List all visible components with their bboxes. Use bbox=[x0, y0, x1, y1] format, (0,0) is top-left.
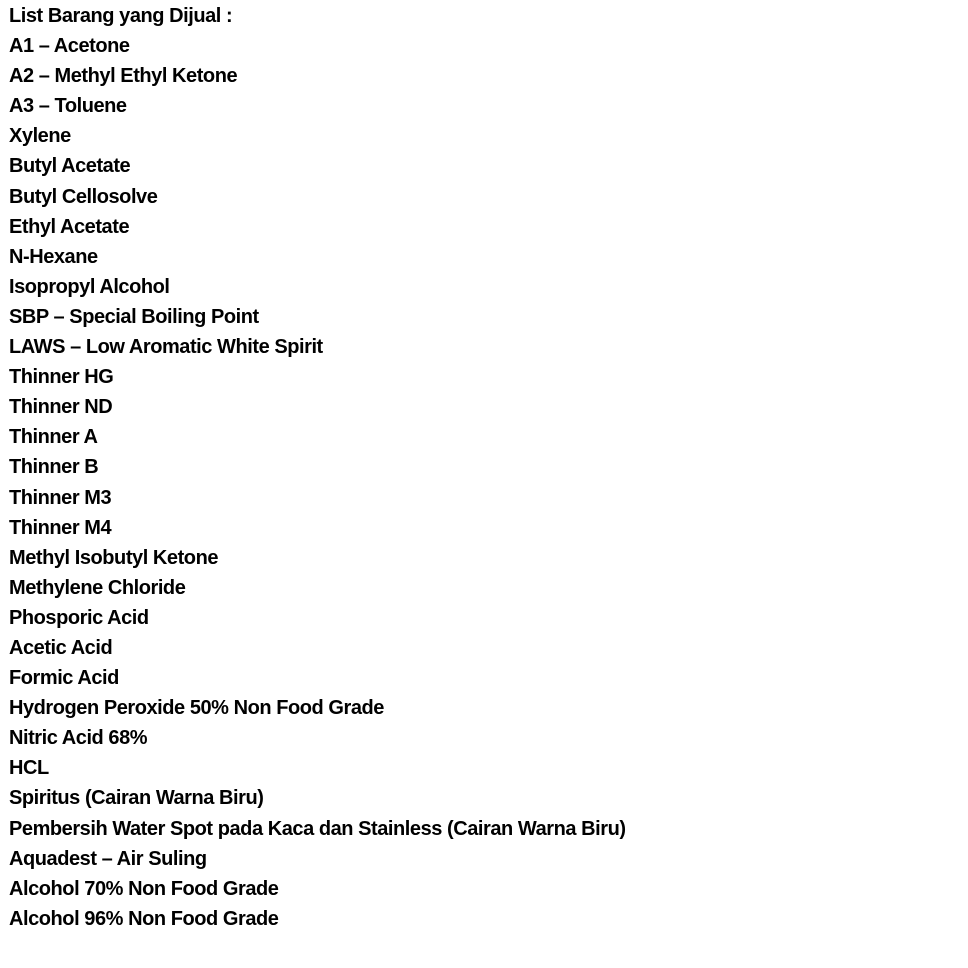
list-item: SBP – Special Boiling Point bbox=[9, 305, 259, 328]
list-item: A1 – Acetone bbox=[9, 35, 130, 58]
list-item: Spiritus (Cairan Warna Biru) bbox=[9, 787, 264, 810]
list-item: Phosporic Acid bbox=[9, 606, 149, 629]
list-item: Isopropyl Alcohol bbox=[9, 275, 170, 298]
list-item: Thinner A bbox=[9, 426, 98, 449]
list-item: Pembersih Water Spot pada Kaca dan Stainless (Cairan Warna Biru) bbox=[9, 817, 626, 840]
list-item: Butyl Cellosolve bbox=[9, 185, 158, 208]
list-item: Methylene Chloride bbox=[9, 576, 186, 599]
list-item: Thinner M3 bbox=[9, 486, 112, 509]
list-title: List Barang yang Dijual : bbox=[9, 5, 233, 27]
list-item: A3 – Toluene bbox=[9, 95, 127, 118]
list-item: Aquadest – Air Suling bbox=[9, 847, 207, 870]
list-item: Hydrogen Peroxide 50% Non Food Grade bbox=[9, 697, 384, 720]
list-item: Thinner M4 bbox=[9, 516, 112, 539]
list-item: Xylene bbox=[9, 125, 71, 148]
list-item: Formic Acid bbox=[9, 667, 119, 690]
list-item: N-Hexane bbox=[9, 245, 98, 268]
list-item: Nitric Acid 68% bbox=[9, 727, 148, 750]
list-item: Alcohol 96% Non Food Grade bbox=[9, 907, 279, 930]
list-item: Thinner B bbox=[9, 456, 99, 479]
list-item: HCL bbox=[9, 757, 49, 780]
list-item: Acetic Acid bbox=[9, 636, 113, 659]
list-item: A2 – Methyl Ethyl Ketone bbox=[9, 65, 238, 88]
list-item: Ethyl Acetate bbox=[9, 215, 130, 238]
list-item: LAWS – Low Aromatic White Spirit bbox=[9, 336, 323, 359]
list-item: Methyl Isobutyl Ketone bbox=[9, 546, 219, 569]
list-item: Alcohol 70% Non Food Grade bbox=[9, 877, 279, 900]
list-item: Thinner ND bbox=[9, 396, 113, 419]
list-item: Butyl Acetate bbox=[9, 155, 131, 178]
list-item: Thinner HG bbox=[9, 366, 114, 389]
